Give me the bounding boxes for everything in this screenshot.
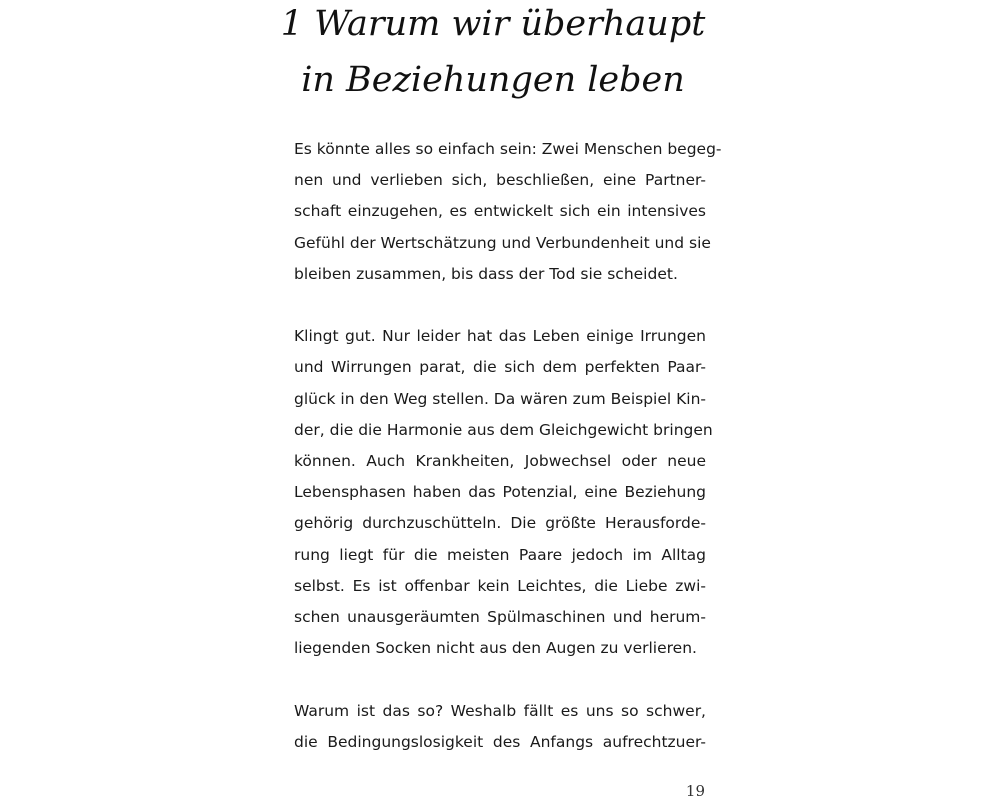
text-line: Warum ist das so? Weshalb fällt es uns so schwer, xyxy=(294,701,706,720)
paragraph-question xyxy=(294,696,706,758)
text-line: der, die die Harmonie aus dem Gleichgewicht bringen xyxy=(294,420,713,439)
text-line: bleiben zusammen, bis dass der Tod sie scheidet. xyxy=(294,264,678,283)
chapter-title-line: in Beziehungen leben xyxy=(301,60,685,100)
text-line: und Wirrungen parat, die sich dem perfekten Paar- xyxy=(294,358,706,377)
text-line: schaft einzugehen, es entwickelt sich ein intensives xyxy=(294,202,706,221)
text-line: liegenden Socken nicht aus den Augen zu verlieren. xyxy=(294,639,697,658)
paragraph-intro xyxy=(294,134,722,290)
text-line: selbst. Es ist offenbar kein Leichtes, die Liebe zwi- xyxy=(294,576,706,595)
page-number: 19 xyxy=(685,782,705,800)
body-text xyxy=(294,134,722,789)
text-line: Es könnte alles so einfach sein: Zwei Menschen begeg- xyxy=(294,140,722,158)
paragraph-obstacles xyxy=(294,321,713,664)
text-line: Gefühl der Wertschätzung und Verbundenheit und sie xyxy=(294,233,711,252)
text-line: können. Auch Krankheiten, Jobwechsel oder neue xyxy=(294,452,706,471)
text-line: nen und verlieben sich, beschließen, eine Partner- xyxy=(294,171,706,190)
text-line: rung liegt für die meisten Paare jedoch im Alltag xyxy=(294,545,706,564)
chapter-title xyxy=(240,0,746,108)
text-line: schen unausgeräumten Spülmaschinen und herum- xyxy=(294,608,706,627)
text-line: gehörig durchzuschütteln. Die größte Herausforde- xyxy=(294,514,706,533)
text-line: Lebensphasen haben das Potenzial, eine Beziehung xyxy=(294,483,706,502)
text-line: die Bedingungslosigkeit des Anfangs aufrechtzuer- xyxy=(294,732,706,751)
text-line: glück in den Weg stellen. Da wären zum Beispiel Kin- xyxy=(294,389,707,408)
text-line: Klingt gut. Nur leider hat das Leben einige Irrungen xyxy=(294,327,706,346)
chapter-title-line: 1 Warum wir überhaupt xyxy=(280,4,706,44)
